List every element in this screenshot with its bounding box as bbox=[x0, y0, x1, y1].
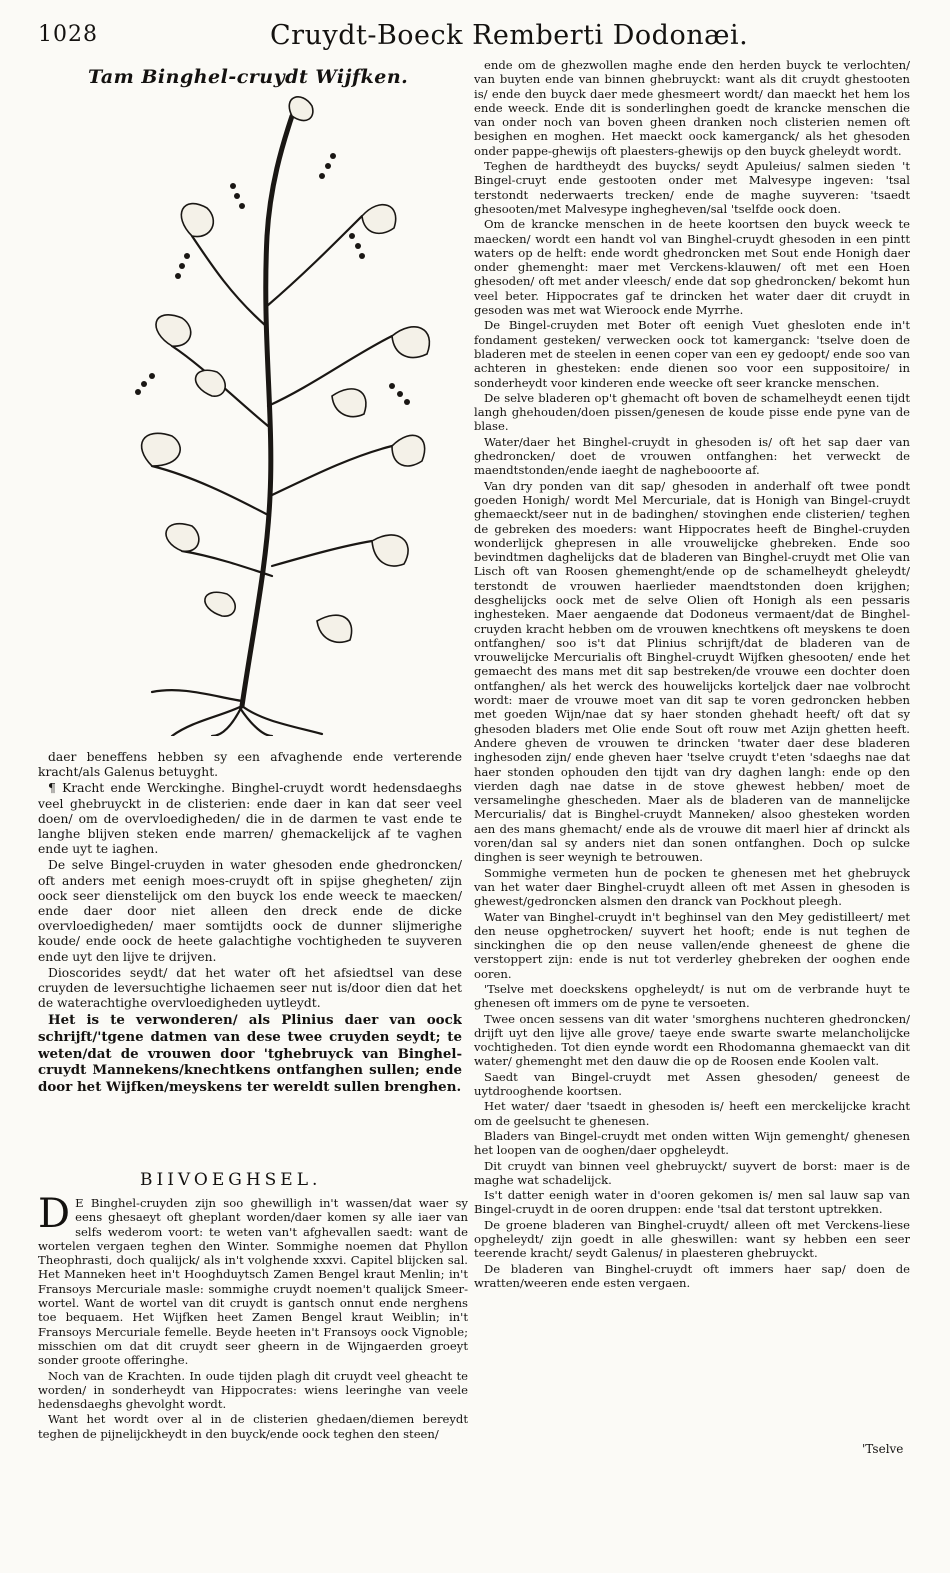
section-heading: BIIVOEGHSEL. bbox=[140, 1170, 322, 1190]
right-paragraph: De selve bladeren op't ghemacht oft boven de schamelheydt eenen tijdt langh ghehouden/doen pissen/genesen de koude pisse ende pyne van de blase. bbox=[474, 390, 910, 434]
left-paragraph: Dioscorides seydt/ dat het water oft het afsiedtsel van dese cruyden de leversuchtighe lichaemen seer nut is/door dien dat het de waterachtighe overvloedigheden uytleydt. bbox=[38, 965, 462, 1011]
section-paragraph: Want het wordt over al in de clisterien ghedaen/diemen bereydt teghen de pijnelijckheydt in den buyck/ende oock teghen den steen/ bbox=[38, 1412, 468, 1441]
left-paragraph: daer beneffens hebben sy een afvaghende ende verterende kracht/als Galenus betuyght. bbox=[38, 750, 462, 780]
right-paragraph: Is't datter eenigh water in d'ooren gekomen is/ men sal lauw sap van Bingel-cruydt in de ooren druppen: ende 'tsal dat terstont uptrekken. bbox=[474, 1188, 910, 1217]
right-paragraph: Water van Binghel-cruydt in't beghinsel van den Mey gedistilleert/ met den neuse opghetrocken/ suyvert het hooft; ende is nut teghen de sinckinghen die op den neuse vallen/ende gheneest de ghene die verstoppert zijn: ende is nut tot verderley ghebreken der ooghen ende ooren. bbox=[474, 909, 910, 981]
right-paragraph: Om de krancke menschen in de heete koortsen den buyck weeck te maecken/ wordt een handt vol van Binghel-cruydt ghesoden in een pintt waters op de helft: ende wordt ghedroncken met Sout ende Honigh daer onder ghemenght: maer met Verckens-klauwen/ oft met een Hoen ghesoden/ oft met ander vleesch/ ende dat sop ghedroncken/ bekomt hun veel beter. Hippocrates gaf te drincken het water daer dit cruydt in gesoden was met wat Wieroock ende Myrrhe. bbox=[474, 217, 910, 318]
section-first-paragraph bbox=[38, 1196, 468, 1368]
right-paragraph: De bladeren van Binghel-cruydt oft immers haer sap/ doen de wratten/weeren ende esten vergaen. bbox=[474, 1261, 910, 1290]
first-paragraph-text: E Binghel-cruyden zijn soo ghewilligh in't wassen/dat waer sy eens ghesaeyt oft gheplant worden/daer komen sy alle iaer van selfs wederom voort: te weten van't afghevallen saedt: want de wortelen vergaen teghen den Winter. Sommighe noemen dat Phyllon Theophrasti, doch qualijck/ als in't volghende xxxvi. Capitel blijcken sal. Het Manneken heet in't Hooghduytsch Zamen Bengel kraut Menlin; in't Fransoys Mercuriale masle: sommighe cruydt noemen't qualijck Smeer-wortel. Want de wortel van dit cruydt is gantsch onnut ende nerghens toe bequaem. Het Wijfken heet Zamen Bengel kraut Weiblin; in't Fransoys Mercuriale femelle. Beyde heeten in't Fransoys oock Vignoble; misschien om dat dit cruydt seer gheern in de Wijngaerden groeyt sonder groote offeringhe. bbox=[38, 1196, 468, 1368]
section-paragraph: Noch van de Krachten. In oude tijden plagh dit cruydt veel gheacht te worden/ in sonderheydt van Hippocrates: wiens leeringhe van veele hedensdaeghs ghevolght wordt. bbox=[38, 1368, 468, 1412]
right-paragraph: Saedt van Bingel-cruydt met Assen ghesoden/ geneest de uytdrooghende koortsen. bbox=[474, 1069, 910, 1099]
right-paragraph: Sommighe vermeten hun de pocken te ghenesen met het ghebruyck van het water daer Binghel-cruydt alleen oft met Assen in ghesoden is ghewest/gedroncken alsmen den dranck van Pockhout pleegh. bbox=[474, 865, 910, 909]
left-text-column-bottom bbox=[38, 1196, 468, 1496]
right-paragraph: Bladers van Bingel-cruydt met onden witten Wijn gemenght/ ghenesen het loopen van de ooghen/daer opgheleydt. bbox=[474, 1128, 910, 1158]
figure-caption: Tam Binghel-cruydt Wijfken. bbox=[88, 66, 409, 88]
left-paragraph: ¶ Kracht ende Werckinghe. Binghel-cruydt wordt hedensdaeghs veel ghebruyckt in de clisterien: ende daer in kan dat seer veel doen/ om de overvloedigheden/ die in de darmen te vast ende te langhe blijven steken ende marren/ ghemackelijck af te vaghen ende uyt te iaghen. bbox=[38, 781, 462, 857]
right-paragraph: De groene bladeren van Binghel-cruydt/ alleen oft met Verckens-liese opgheleydt/ zijn goedt in alle gheswillen: want sy hebben een seer teerende kracht/ seydt Galenus/ in plaesteren ghebruyckt. bbox=[474, 1217, 910, 1261]
right-paragraph: Water/daer het Binghel-cruydt in ghesoden is/ oft het sap daer van ghedroncken/ doet de vrouwen ontfanghen: het verweckt de maendtstonden/ende iaeght de naghebooorte af. bbox=[474, 434, 910, 478]
right-paragraph: Teghen de hardtheydt des buycks/ seydt Apuleius/ salmen sieden 't Bingel-cruyt ende gestooten onder met Malvesype ingeven: 'tsal terstondt nederwaerts trecken/ ende de maghe suyveren: 'tsaedt ghesooten/met Malvesype inghegheven/sal 'tselfde oock doen. bbox=[474, 159, 910, 216]
right-paragraph: ende om de ghezwollen maghe ende den herden buyck te verlochten/ van buyten ende van binnen ghebruyckt: want als dit cruydt ghestooten is/ ende den buyck daer mede ghesmeert wordt/ dan maeckt het hem los ende weeck. Ende dit is sonderlinghen goedt de krancke menschen die van onder noch van boven gheen dranken noch clisterien nemen oft besighen en moghen. Het maeckt oock kamerganck/ als het ghesoden onder pappe-ghewijs oft plaesters-ghewijs op den buyck gheleydt wordt. bbox=[474, 58, 910, 158]
right-text-column bbox=[474, 58, 910, 1498]
running-title: Cruydt-Boeck Remberti Dodonæi. bbox=[270, 20, 749, 51]
right-paragraph: Het water/ daer 'tsaedt in ghesoden is/ heeft een merckelijcke kracht om de geelsucht te ghenesen. bbox=[474, 1099, 910, 1128]
herb-plant-illustration-icon bbox=[92, 96, 464, 736]
right-paragraph: De Bingel-cruyden met Boter oft eenigh Vuet ghesloten ende in't fondament gesteken/ verwecken oock tot kamerganck: 'tselve doen de bladeren met de steelen in eenen coper van een ey gedoopt/ ende soo van achteren in ghesteken: ende dienen soo voor een suppositoire/ in sonderheydt voor kinderen ende weecke oft seer krancke menschen. bbox=[474, 318, 910, 390]
right-paragraph: Dit cruydt van binnen veel ghebruyckt/ suyvert de borst: maer is de maghe wat schadelijck. bbox=[474, 1158, 910, 1187]
emphasis-paragraph: Het is te verwonderen/ als Plinius daer van oock schrijft/'tgene datmen van dese twee cruyden seydt; te weten/dat de vrouwen door 'tghebruyck van Binghel-cruydt Mannekens/knechtkens ontfanghen sullen; ende door het Wijfken/meyskens ter wereldt sullen brenghen. bbox=[38, 1012, 462, 1095]
left-text-column-top bbox=[38, 750, 462, 1158]
right-paragraph: Van dry ponden van dit sap/ ghesoden in anderhalf oft twee pondt goeden Honigh/ wordt Mel Mercuriale, dat is Honigh van Bingel-cruydt ghemaeckt/seer nut in de badinghen/ stovinghen ende clisterien/ teghen de gebreken des moeders: want Hippocrates heeft de Binghel-cruyden wonderlijck ghepresen in alle vrouwelijcke ghebreken. Ende soo bevindtmen daghelijcks dat de bladeren van Binghel-cruydt met Olie van Lisch oft van Roosen ghemenght/ende op de schamelheydt gheleydt/ terstondt de vrouwen haerlieder maendtstonden doen krijghen; desghelijcks oock met de selve Olien oft Honigh als een pessaris inghesteken. Maer aengaende dat Dodoneus vermaent/dat de Binghel-cruyden kracht hebben om de vrouwen knechtkens oft meyskens te doen ontfanghen/ soo is't dat Plinius schrijft/dat de bladeren van de vrouwelijcke Mercurialis oft Binghel-cruydt Wijfken ghesooten/ ende het gemaecht des mans met dit sap bestreken/de vrouwe een dochter doen ontfanghen/ als het werck des houwelijcks korteljck daer nae volbrocht wordt: maer de vrouwe moet van dit sap te voren gedroncken hebben met goeden Wijn/nae dat sy haer stonden ghehadt heeft/ oft dat sy ghesoden bladers met Olie ende Sout oft rouw met Azijn ghetten heeft. Andere gheven de vrouwen te drincken 'twater daer dese bladeren inghesoden zijn/ ende gheven haer 'tselve cruydt t'eten 'sdaeghs nae dat haer stonden ophouden den tijdt van dry daghen langh: ende op den vierden dagh nae datse in de stove ghewest hebben/ moet de versamelinghe ghescheden. Maer als de bladeren van de mannelijcke Mercurialis/ dat is Binghel-cruydt Manneken/ alsoo ghesteken worden aen des mans ghemacht/ ende als de vrouwe dit maerl hier af drinckt als voren/dan sal sy anders niet dan sonen ontfanghen. Doch op sulcke dinghen is seer weynigh te betrouwen. bbox=[474, 478, 910, 865]
right-paragraph: 'Tselve met doeckskens opgheleydt/ is nut om de verbrande huyt te ghenesen oft immers om de pyne te versoeten. bbox=[474, 982, 910, 1011]
drop-cap: D bbox=[38, 1196, 71, 1237]
right-paragraph: Twee oncen sessens van dit water 'smorghens nuchteren ghedroncken/ drijft uyt den lijve alle grove/ taeye ende swarte swarte melancholijcke vochtigheden. Tot dien eynde wordt een Rhodomanna ghemaeckt van dit water/ ghemenght met den dauw die op de Roosen ende Koolen valt. bbox=[474, 1011, 910, 1069]
left-paragraph: De selve Bingel-cruyden in water ghesoden ende ghedroncken/ oft anders met eenigh moes-cruydt oft in spijse ghegheten/ zijn oock seer dienstelijck om den buyck los ende weeck te maecken/ ende daer door niet alleen den dreck ende de dicke overvloedigheden/ maer somtijdts oock de dunner slijmerighe koude/ ende oock de heete galachtighe vochtigheden te suyveren ende uyt den lijve te drijven. bbox=[38, 858, 462, 964]
catchword: 'Tselve bbox=[862, 1442, 904, 1456]
page-number: 1028 bbox=[38, 22, 98, 47]
